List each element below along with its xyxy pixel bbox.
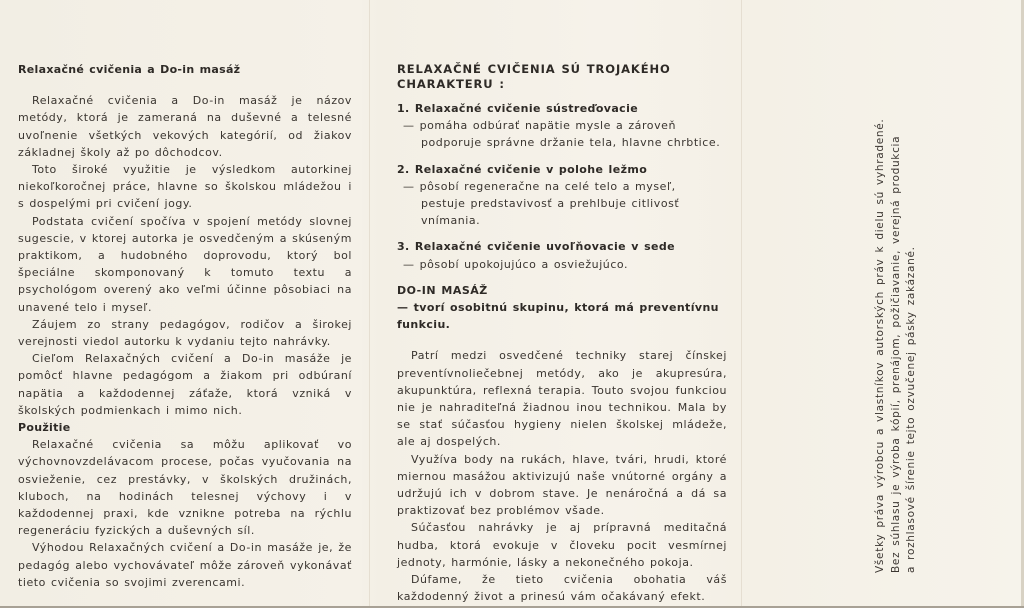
left-paragraph: Relaxačné cvičenia a Do-in masáž je názov metódy, ktorá je zameraná na duševné a telesné uvoľnenie všetkých vekových kategórií, od žiakov základnej školy až po dôchodcov. — [18, 94, 352, 159]
left-panel — [18, 61, 352, 591]
left-panel-title: Relaxačné cvičenia a Do-in masáž — [18, 63, 241, 76]
exercise-type-title: 3. Relaxačné cvičenie uvoľňovacie v sede — [397, 240, 676, 254]
types-heading-line2: CHARAKTERU : — [397, 77, 505, 91]
doin-paragraph: Dúfame, že tieto cvičenia obohatia váš každodenný život a prinesú vám očakávaný efekt. — [397, 573, 727, 604]
exercise-type-desc: — pomáha odbúrať napätie mysle a zároveň — [403, 119, 676, 133]
exercise-type-item — [397, 161, 727, 230]
doin-paragraph: Patrí medzi osvedčené techniky starej čínskej preventívnoliečebnej metódy, ako je akupresúra, akupunktúra, reflexná terapia. Touto svojou funkciou nie je nahraditeľná žiadnou inou technikou. Mala by se stať súčasťou hygieny nielen školskej mládeže, ale aj dospelých. — [397, 349, 727, 449]
exercise-type-desc: — pôsobí upokojujúco a osviežujúco. — [403, 257, 629, 271]
fold-line-right — [741, 0, 742, 608]
usage-paragraph: Relaxačné cvičenia sa môžu aplikovať vo výchovnovzdelávacom procese, počas vyučovania na osvieženie, cez prestávky, v školských družinách, kluboch, na hodinách telesnej výchovy i v každodennej praxi, kde vznikne potreba na rýchlu regeneráciu fyzických a duševných síl. — [18, 438, 352, 538]
copyright-line: Všetky práva výrobcu a vlastníkov autorských práv k dielu sú vyhradené. — [874, 118, 886, 573]
exercise-type-desc-cont: podporuje správne držanie tela, hlavne chrbtice. — [421, 136, 721, 150]
exercise-type-item — [397, 238, 727, 272]
doin-subheading: — tvorí osobitnú skupinu, ktorá má preventívnu funkciu. — [397, 301, 719, 332]
exercise-type-title: 1. Relaxačné cvičenie sústreďovacie — [397, 102, 639, 115]
usage-section-label: Použitie — [18, 421, 71, 435]
exercise-type-item — [397, 100, 727, 152]
usage-paragraph: Výhodou Relaxačných cvičení a Do-in masáže je, že pedagóg alebo vychovávateľ môže zároveň vykonávať tieto cvičenia so svojimi zverencami. — [18, 541, 352, 589]
exercise-type-desc: — pôsobí regeneračne na celé telo a myseľ, — [403, 179, 676, 193]
left-paragraph: Podstata cvičení spočíva v spojení metódy slovnej sugescie, v ktorej autorka je osvedčeným a skúseným praktikom, a hudobného doprovodu, ktorý bol špeciálne skomponovaný k tomuto textu a psychológom overený ako veľmi účinne pôsobiaci na unavené telo i myseľ. — [18, 214, 352, 314]
types-heading-line1: RELAXAČNÉ CVIČENIA SÚ TROJAKÉHO — [397, 62, 671, 76]
copyright-line: a rozhlasové šírenie tejto ozvučenej pásky zakázané. — [905, 246, 917, 573]
left-paragraph: Toto široké využitie je výsledkom autorkinej niekoľkoročnej práce, hlavne so školskou mládežou i s dospelými pri cvičení jogy. — [18, 163, 352, 211]
doin-paragraph: Využíva body na rukách, hlave, tvári, hrudi, ktoré miernou masážou aktivizujú naše vnútorné orgány a udržujú ich v dobrom stave. Je nenáročná a dá sa praktizovať bez problémov všade. — [397, 452, 727, 518]
middle-panel — [397, 62, 727, 605]
copyright-line: Bez súhlasu je výroba kópií, prenájom, požičiavanie, verejná produkcia — [889, 135, 902, 573]
types-heading — [397, 62, 727, 92]
exercise-type-desc-cont: pestuje predstavivosť a prehlbuje citlivosť vnímania. — [421, 197, 680, 228]
left-paragraph: Cieľom Relaxačných cvičení a Do-in masáže je pomôcť hlavne pedagógom a žiakom pri odbúraní napätia a každodennej záťaže, ktorá vzniká v školských podmienkach i mimo nich. — [18, 352, 352, 417]
doin-paragraph: Súčasťou nahrávky je aj prípravná meditačná hudba, ktorá evokuje v človeku pocit vesmírnej jednoty, harmónie, lásky a nekonečného pokoja. — [397, 521, 727, 569]
doin-heading: DO-IN MASÁŽ — [397, 283, 488, 297]
copyright-notice — [873, 33, 920, 573]
exercise-type-title: 2. Relaxačné cvičenie v polohe ležmo — [397, 162, 648, 176]
fold-line-left — [369, 0, 370, 608]
left-paragraph: Záujem zo strany pedagógov, rodičov a širokej verejnosti viedol autorku k vydaniu tejto nahrávky. — [18, 317, 352, 349]
